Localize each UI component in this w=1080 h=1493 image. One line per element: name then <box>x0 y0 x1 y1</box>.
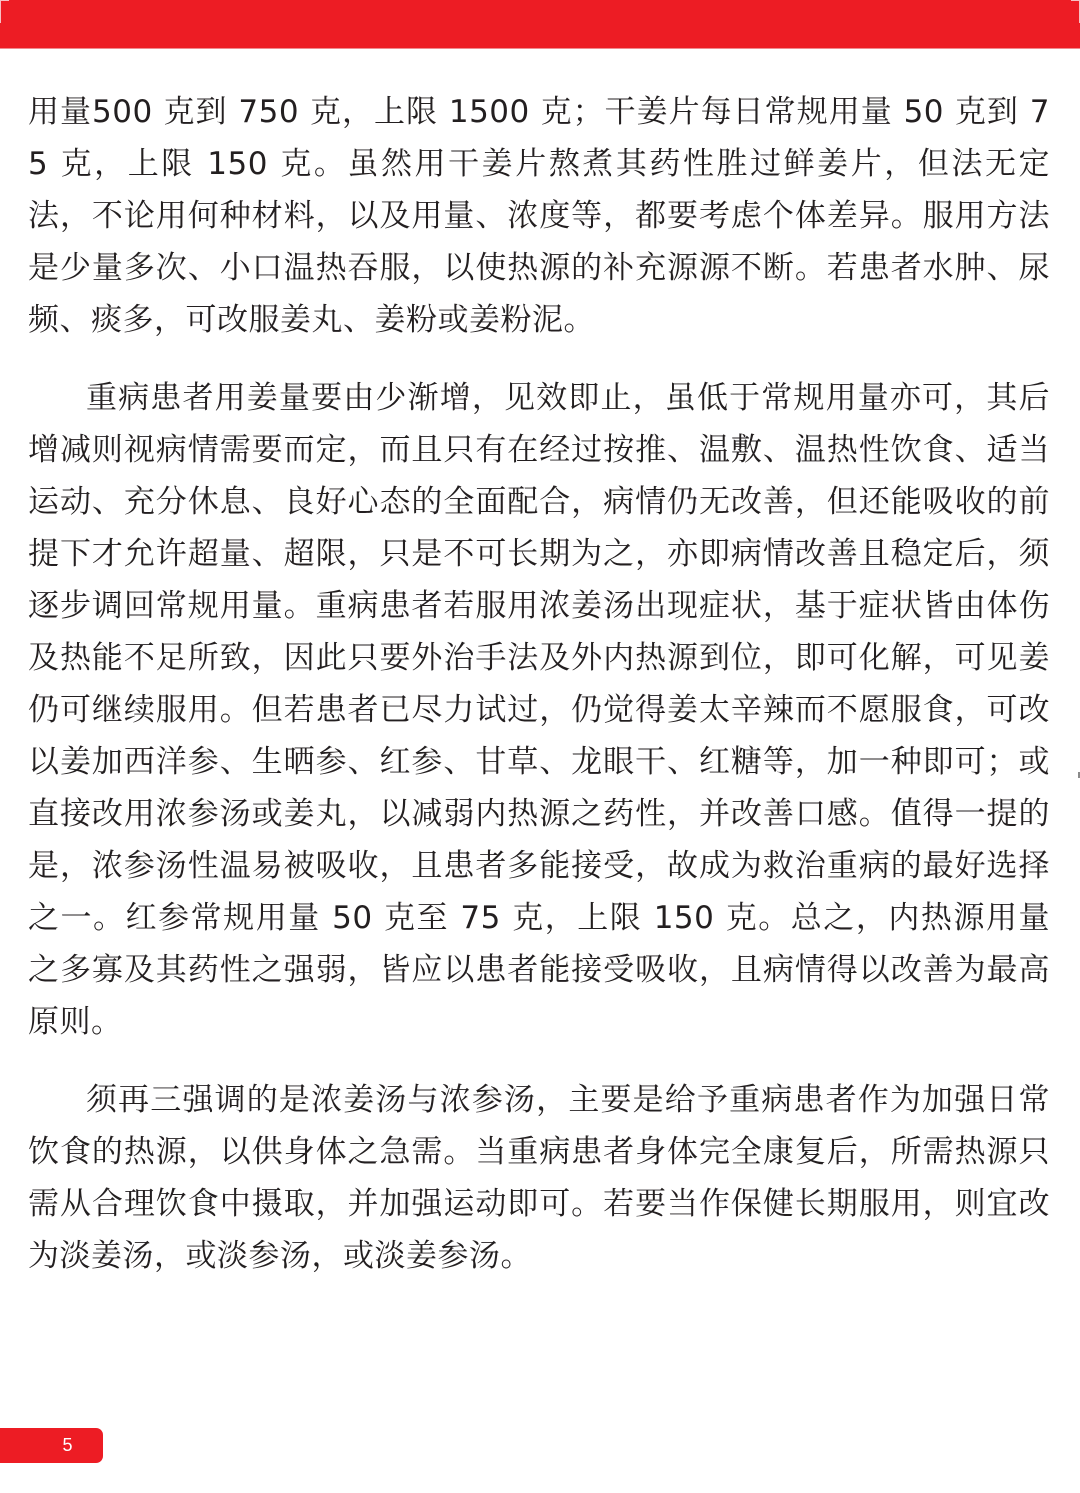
page-body <box>28 86 1050 1282</box>
paragraph-severe-patients: 重病患者用姜量要由少渐增，见效即止，虽低于常规用量亦可，其后增减则视病情需要而定，而且只有在经过按推、温敷、温热性饮食、适当运动、充分休息、良好心态的全面配合，病情仍无改善，但还能吸收的前提下才允许超量、超限，只是不可长期为之，亦即病情改善且稳定后，须逐步调回常规用量。重病患者若服用浓姜汤出现症状，基于症状皆由体伤及热能不足所致，因此只要外治手法及外内热源到位，即可化解，可见姜仍可继续服用。但若患者已尽力试过，仍觉得姜太辛辣而不愿服食，可改以姜加西洋参、生晒参、红参、甘草、龙眼干、红糖等，加一种即可；或直接改用浓参汤或姜丸，以减弱内热源之药性，并改善口感。值得一提的是，浓参汤性温易被吸收，且患者多能接受，故成为救治重病的最好选择之一。红参常规用量 50 克至 75 克，上限 150 克。总之，内热源用量之多寡及其药性之强弱，皆应以患者能接受吸收，且病情得以改善为最高原则。 <box>28 380 1050 1040</box>
paragraph-dosage-continuation: 用量500 克到 750 克，上限 1500 克；干姜片每日常规用量 50 克到 75 克，上限 150 克。虽然用干姜片熬煮其药性胜过鲜姜片，但法无定法，不论用何种材料，以及用量、浓度等，都要考虑个体差异。服用方法是少量多次、小口温热吞服，以使热源的补充源源不断。若患者水肿、尿频、痰多，可改服姜丸、姜粉或姜粉泥。 <box>28 94 1050 338</box>
paragraph-emphasis: 须再三强调的是浓姜汤与浓参汤，主要是给予重病患者作为加强日常饮食的热源，以供身体之急需。当重病患者身体完全康复后，所需热源只需从合理饮食中摄取，并加强运动即可。若要当作保健长期服用，则宜改为淡姜汤，或淡参汤，或淡姜参汤。 <box>28 1082 1050 1274</box>
crop-mark-left <box>0 0 9 23</box>
crop-mark-right <box>1071 0 1080 23</box>
header-band <box>0 0 1080 49</box>
page-number-badge: 5 <box>0 1428 103 1463</box>
